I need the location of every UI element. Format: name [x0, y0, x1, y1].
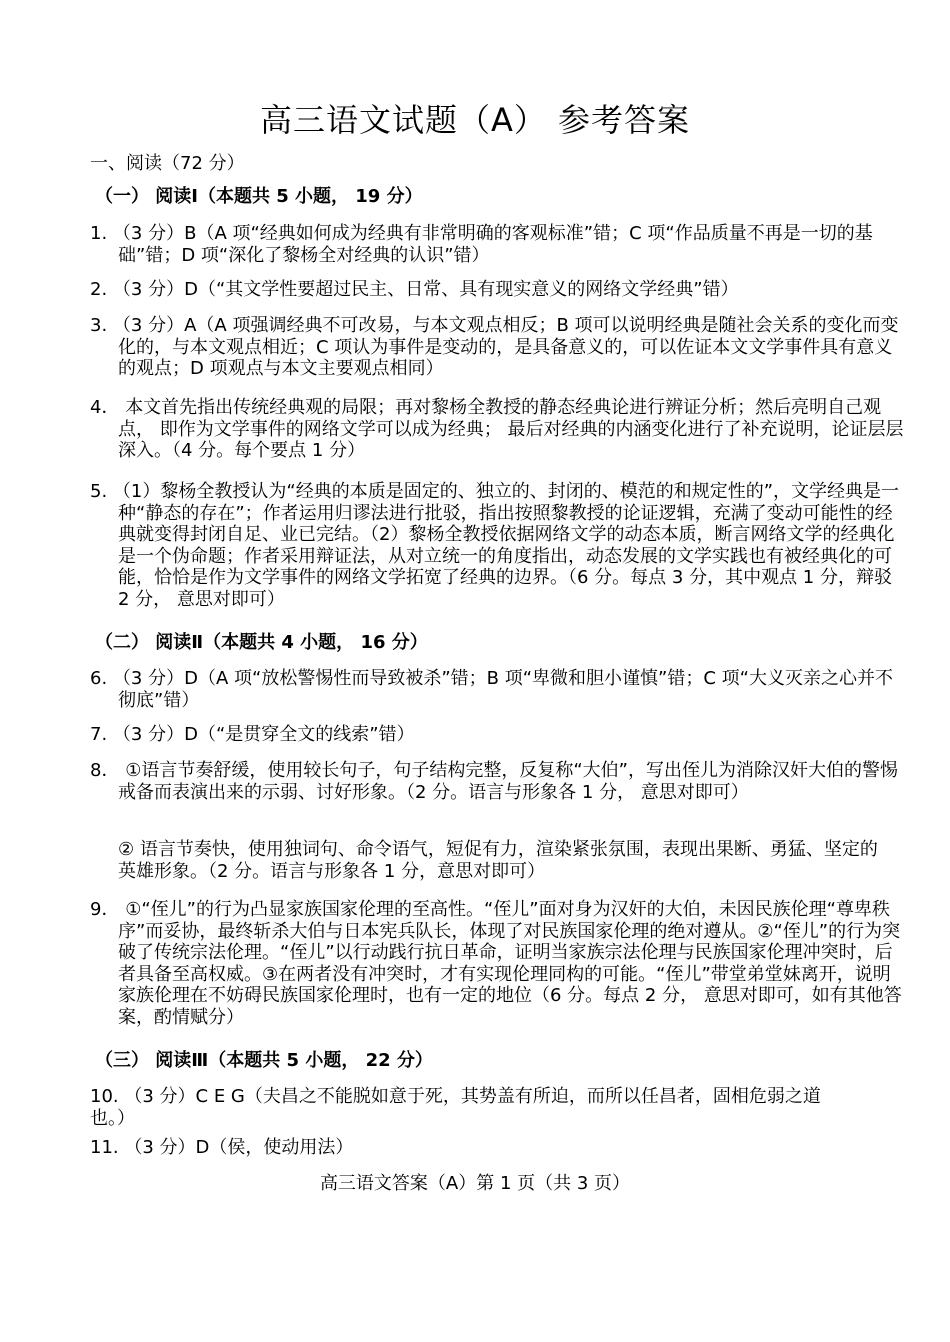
answer-item-6: [90, 668, 908, 711]
answer-item-8: [90, 760, 908, 803]
section-heading-2: （二） 阅读Ⅱ（本题共 4 小题， 16 分）: [95, 632, 428, 653]
item-number: 3.: [90, 315, 108, 336]
item-text: ② 语言节奏快，使用独词句、命令语气，短促有力，渲染紧张氛围，表现出果断、勇猛、坚定的英雄形象。（2 分。语言与形象各 1 分，意思对即可）: [118, 839, 878, 882]
item-number: 2.: [90, 279, 108, 300]
item-text: ①“侄儿”的行为凸显家族国家伦理的至高性。“侄儿”面对身为汉奸的大伯，未因民族伦理“尊卑秩序”而妥协，最终斩杀大伯与日本宪兵队长，体现了对民族国家伦理的绝对遵从。②“侄儿”的行为突破了传统宗法伦理。“侄儿”以行动践行抗日革命，证明当家族宗法伦理与民族国家伦理冲突时，后者具备至高权威。③在两者没有冲突时，才有实现伦理同构的可能。“侄儿”带堂弟堂妹离开，说明家族伦理在不妨碍民族国家伦理时，也有一定的地位（6 分。每点 2 分， 意思对即可，如有其他答案，酌情赋分）: [118, 899, 902, 1028]
item-number: 6.: [90, 668, 108, 689]
item-number: 1.: [90, 223, 108, 244]
answer-item-3: [90, 315, 908, 380]
answer-item-5: [90, 481, 908, 610]
item-text: （3 分）D（“其文学性要超过民主、日常、具有现实意义的网络文学经典”错）: [112, 279, 739, 300]
item-number: 11.: [90, 1137, 119, 1158]
item-number: 9．: [90, 899, 120, 920]
section-heading-1: （一） 阅读Ⅰ（本题共 5 小题， 19 分）: [95, 186, 423, 207]
answer-item-1: [90, 223, 908, 266]
item-number: 10.: [90, 1086, 119, 1107]
answer-item-11: [90, 1137, 908, 1159]
answer-item-8-part2: [118, 839, 880, 882]
part-heading: 一、阅读（72 分）: [90, 153, 245, 174]
answer-item-10: [90, 1086, 850, 1129]
page-footer: 高三语文答案（A）第 1 页（共 3 页）: [319, 1173, 631, 1194]
item-text: （3 分）D（“是贯穿全文的线索”错）: [112, 724, 415, 745]
page-title: 高三语文试题（A） 参考答案: [259, 101, 691, 139]
item-text: （3 分）D（A 项“放松警惕性而导致被杀”错；B 项“卑微和胆小谨慎”错；C 项“大义灭亲之心并不彻底”错）: [112, 668, 893, 711]
item-text: （1）黎杨全教授认为“经典的本质是固定的、独立的、封闭的、模范的和规定性的”，文学经典是一种“静态的存在”；作者运用归谬法进行批驳，指出按照黎教授的论证逻辑，充满了变动可能性的经典就变得封闭自足、业已完结。（2）黎杨全教授依据网络文学的动态本质，断言网络文学的经典化是一个伪命题；作者采用辩证法，从对立统一的角度指出，动态发展的文学实践也有被经典化的可能，恰恰是作为文学事件的网络文学拓宽了经典的边界。（6 分。每点 3 分，其中观点 1 分，辩驳 2 分， 意思对即可）: [112, 481, 900, 610]
item-number: 7.: [90, 724, 108, 745]
item-text: （3 分）B（A 项“经典如何成为经典有非常明确的客观标准”错；C 项“作品质量不再是一切的基础”错；D 项“深化了黎杨全对经典的认识”错）: [112, 223, 873, 266]
section-heading-3: （三） 阅读Ⅲ（本题共 5 小题， 22 分）: [95, 1050, 433, 1071]
item-text: （3 分）D（侯，使动用法）: [124, 1137, 354, 1158]
answer-item-9: [90, 899, 908, 1028]
item-number: 8．: [90, 760, 120, 781]
item-text: （3 分）A（A 项强调经典不可改易，与本文观点相反；B 项可以说明经典是随社会关系的变化而变化的，与本文观点相近；C 项认为事件是变动的，是具备意义的，可以佐证本文文学事件具有意义的观点；D 项观点与本文主要观点相同）: [112, 315, 899, 379]
item-text: （3 分）C E G（夫昌之不能脱如意于死，其势盖有所迫，而所以任昌者，固相危弱之道也。）: [90, 1086, 821, 1129]
answer-item-4: [90, 397, 908, 462]
answer-item-2: [90, 279, 908, 301]
answer-item-7: [90, 724, 908, 746]
item-text: ①语言节奏舒缓，使用较长句子，句子结构完整，反复称“大伯”，写出侄儿为消除汉奸大伯的警惕戒备而表演出来的示弱、讨好形象。（2 分。语言与形象各 1 分， 意思对即可）: [118, 760, 898, 803]
item-number: 4．: [90, 397, 120, 418]
item-text: 本文首先指出传统经典观的局限；再对黎杨全教授的静态经典论进行辨证分析；然后亮明自己观点， 即作为文学事件的网络文学可以成为经典； 最后对经典的内涵变化进行了补充说明，论证层层深入。（4 分。每个要点 1 分）: [118, 397, 904, 461]
item-number: 5.: [90, 481, 108, 502]
